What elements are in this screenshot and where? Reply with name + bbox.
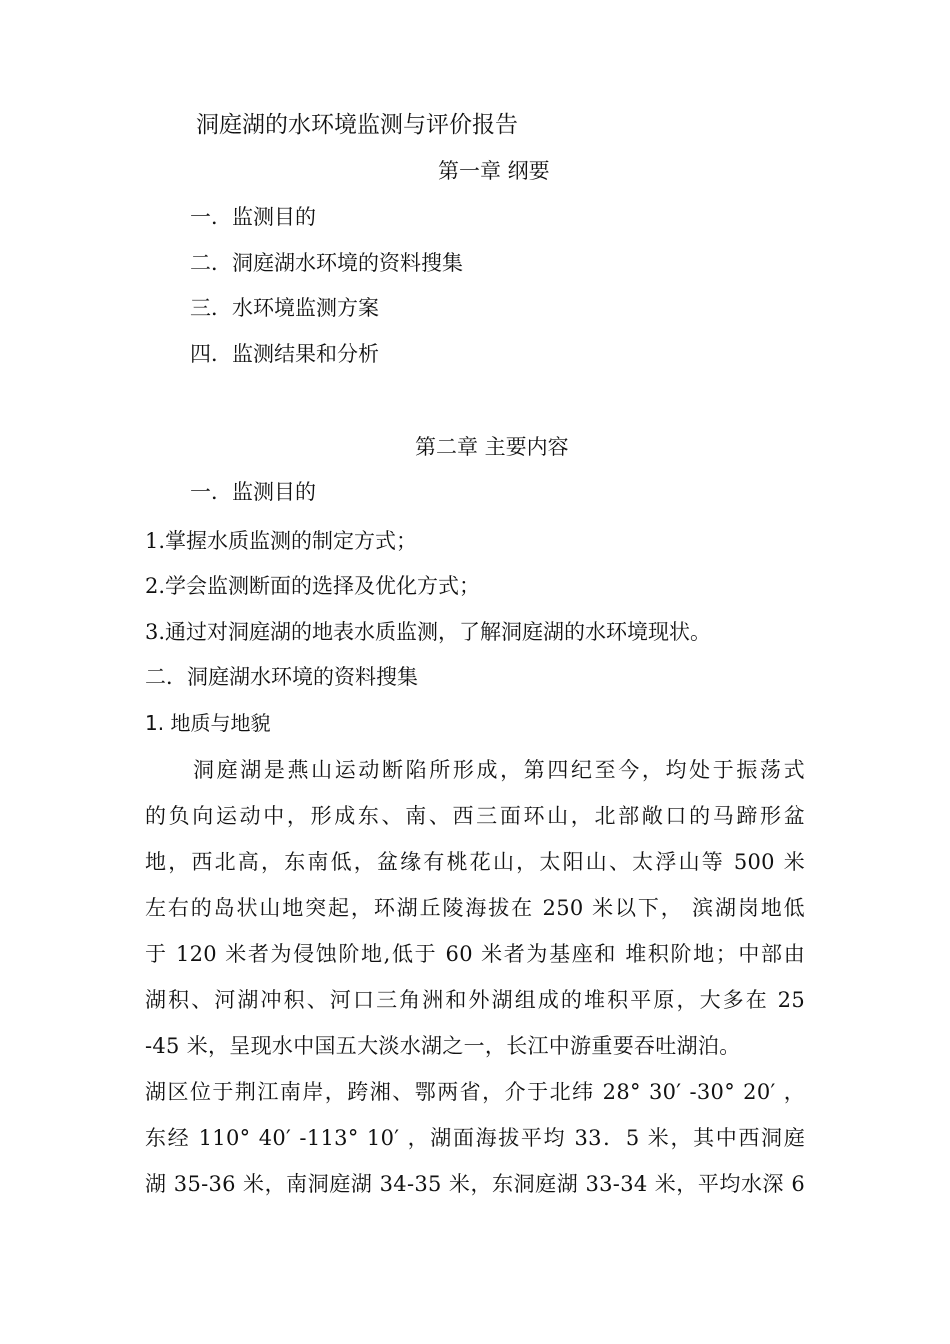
subsection-heading: 1. 地质与地貌 (145, 711, 271, 735)
chapter2-heading: 第二章 主要内容 (415, 435, 569, 459)
toc-item: 二．洞庭湖水环境的资料搜集 (190, 251, 463, 275)
toc-item: 四．监测结果和分析 (190, 342, 379, 366)
paragraph-line: 湖区位于荆江南岸，跨湘、鄂两省，介于北纬 28° 30′ -30° 20′ ， (145, 1080, 805, 1104)
paragraph-line: 洞庭湖是燕山运动断陷所形成，第四纪至今，均处于振荡式 (193, 758, 805, 782)
objective-item: 3.通过对洞庭湖的地表水质监测，了解洞庭湖的水环境现状。 (145, 620, 712, 644)
chapter1-heading: 第一章 纲要 (438, 159, 550, 183)
paragraph-line: 湖 35-36 米，南洞庭湖 34-35 米，东洞庭湖 33-34 米，平均水深 6 (145, 1172, 805, 1196)
paragraph-line: 东经 110° 40′ -113° 10′ ，湖面海拔平均 33．5 米，其中西洞庭 (145, 1126, 805, 1150)
toc-item: 三．水环境监测方案 (190, 296, 379, 320)
objective-item: 1.掌握水质监测的制定方式； (145, 529, 418, 553)
paragraph-line: 的负向运动中，形成东、南、西三面环山，北部敞口的马蹄形盆 (145, 804, 805, 828)
paragraph-line: 地，西北高，东南低，盆缘有桃花山，太阳山、太浮山等 500 米 (145, 850, 805, 874)
toc-item: 一．监测目的 (190, 205, 316, 229)
paragraph-line: -45 米，呈现水中国五大淡水湖之一，长江中游重要吞吐湖泊。 (145, 1034, 741, 1058)
document-title: 洞庭湖的水环境监测与评价报告 (196, 112, 518, 138)
paragraph-line: 于 120 米者为侵蚀阶地,低于 60 米者为基座和 堆积阶地；中部由 (145, 942, 805, 966)
paragraph-line: 湖积、河湖冲积、河口三角洲和外湖组成的堆积平原，大多在 25 (145, 988, 805, 1012)
section-heading: 一．监测目的 (190, 480, 316, 504)
paragraph-line: 左右的岛状山地突起，环湖丘陵海拔在 250 米以下， 滨湖岗地低 (145, 896, 805, 920)
objective-item: 2.学会监测断面的选择及优化方式； (145, 574, 481, 598)
section-heading: 二．洞庭湖水环境的资料搜集 (145, 665, 418, 689)
